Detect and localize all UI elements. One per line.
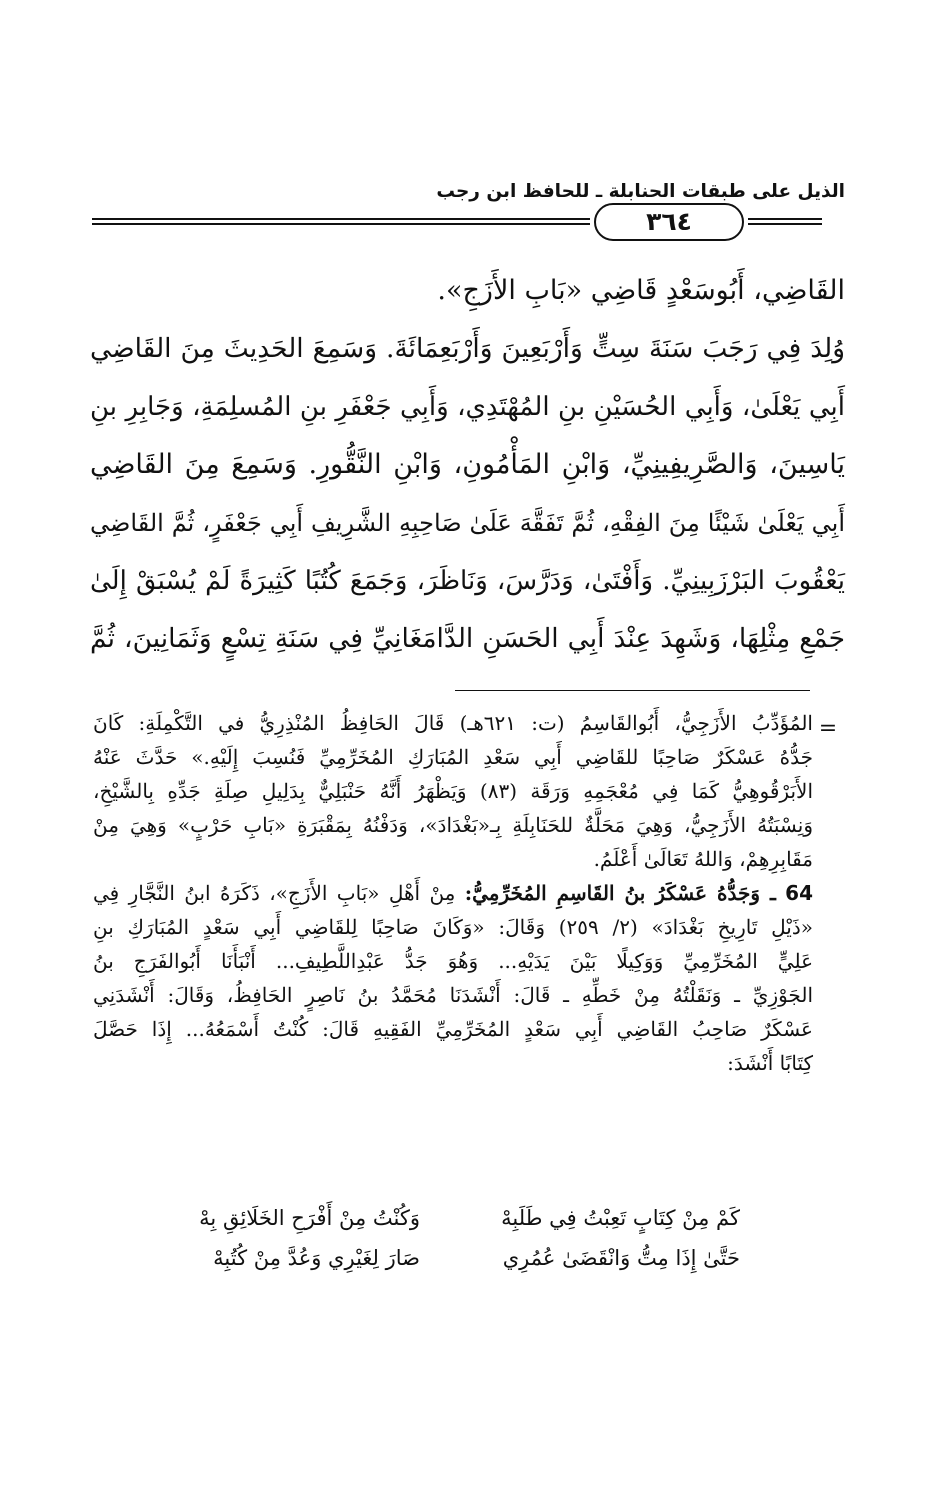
footnote-line-2: جَدُّهُ عَسْكَرٌ صَاحِبًا للقَاضِي أَبِي سَعْدِ المُبَارَكِ المُخَرِّمِيِّ فَنُسِبَ إِلَيْهِ.» حَدَّثَ عَنْهُ [93, 745, 813, 769]
footnote-line-1: المُؤَدِّبُ الأَزَجِيُّ، أَبُوالقَاسِمُ (ت: ٦٢١هـ) قَالَ الحَافِظُ المُنْذِرِيُّ في التَّكْمِلَةِ: كَانَ [93, 711, 813, 735]
footnote-entry-line-3: عَلِيٍّ المُخَرِّمِيِّ وَوَكِيلًا بَيْنَ يَدَيْهِ... وَهُوَ جَدُّ عَبْدِاللَّطِيفِ... أَنْبَأَنَا أَبُوالفَرَجِ بنُ [93, 949, 813, 973]
footnote-entry-line-5: عَسْكَرٌ صَاحِبُ القَاضِي أَبِي سَعْدٍ المُخَرِّمِيِّ الفَقِيهِ قَالَ: كُنْتُ أَسْمَعُهُ... إِذَا حَصَّلَ [93, 1017, 813, 1041]
main-line-2: وُلِدَ فِي رَجَبَ سَنَةَ سِتٍّ وَأَرْبَعِينَ وَأَرْبَعِمَائَةَ. وَسَمِعَ الحَدِيثَ مِنَ القَاضِي [90, 333, 845, 364]
footnote-line-3: الأَبَرْقُوهِيُّ كَمَا فِي مُعْجَمِهِ وَرَقَة (٨٣) وَيَظْهَرُ أَنَّهُ حَنْبَلِيٌّ بِدَلِيلِ صِلَةِ جَدِّهِ بِالشَّيْخِ، [93, 779, 813, 803]
poem-verse-2 [160, 1238, 740, 1278]
entry-first-line-rest: مِنْ أَهْلِ «بَابِ الأَزَجِ»، ذَكَرَهُ ابنُ النَّجَّارِ فِي [93, 881, 456, 905]
poem-verse-2-first-hemistich: حَتَّىٰ إِذَا مِتُّ وَانْقَضَىٰ عُمُرِي [502, 1246, 740, 1270]
poem-verse-1-first-hemistich: كَمْ مِنْ كِتَابٍ تَعِبْتُ فِي طَلَبِهْ [501, 1206, 740, 1230]
footnote-entry-first-line [93, 876, 813, 910]
main-line-6: يَعْقُوبَ البَرْزَبِينِيِّ. وَأَفْتَىٰ، وَدَرَّسَ، وَنَاظَرَ، وَجَمَعَ كُتُبًا كَثِيرَةً لَمْ يُسْبَقْ إِلَىٰ [90, 566, 845, 596]
footnote-line-4: وَنِسْبَتُهُ الأَزَجِيُّ، وَهِيَ مَحَلَّةٌ للحَنَابِلَةِ بِـ«بَغْدَادَ»، وَدَفْنُهُ بِمَقْبَرَةِ «بَابِ حَرْبٍ» وَهِيَ مِنْ [93, 813, 813, 837]
header-rule-right [748, 218, 822, 225]
main-text [90, 262, 845, 668]
entry-number: 64 [785, 881, 814, 905]
main-line-4: يَاسِينَ، وَالصَّرِيفِينِيِّ، وَابْنِ المَأْمُونِ، وَابْنِ النَّقُّورِ. وَسَمِعَ مِنَ القَاضِي [90, 449, 845, 480]
footnote-separator [455, 690, 810, 691]
main-line-3: أَبِي يَعْلَىٰ، وَأَبِي الحُسَيْنِ بنِ المُهْتَدِي، وَأَبِي جَعْفَرِ بنِ المُسلِمَةِ، وَجَابِرِ بنِ [90, 392, 845, 422]
running-title: الذيل على طبقات الحنابلة ـ للحافظ ابن رجب [436, 181, 845, 202]
footnotes [93, 706, 813, 1080]
main-line-5: أَبِي يَعْلَىٰ شَيْئًا مِنَ الفِقْهِ، ثُمَّ تَفَقَّهَ عَلَىٰ صَاحِبِهِ الشَّرِيفِ أَبِي جَعْفَرٍ، ثُمَّ القَاضِي [90, 509, 845, 537]
poem-verse-2-second-hemistich: صَارَ لِغَيْرِي وَعُدَّ مِنْ كُتُبِهْ [213, 1246, 420, 1270]
footnote-entry-line-2: «ذَيْلِ تَارِيخِ بَغْدَادَ» (٢/ ٢٥٩) وَقَالَ: «وَكَانَ صَاحِبًا لِلقَاضِي أَبِي سَعْدٍ المُبَارَكِ بنِ [93, 915, 813, 939]
header-rule-left [92, 218, 590, 225]
footnote-entry-line-4: الجَوْزِيِّ ـ وَنَقَلْتُهُ مِنْ خَطِّهِ ـ قَالَ: أَنْشَدَنَا مُحَمَّدُ بنُ نَاصِرٍ الحَافِظُ، وَقَالَ: أَنْشَدَنِي [93, 983, 813, 1007]
poem-verse-1-second-hemistich: وَكُنْتُ مِنْ أَفْرَحِ الخَلَائِقِ بِهْ [199, 1206, 420, 1230]
page-number: ٣٦٤ [594, 203, 744, 241]
footnote-continuation-mark: = [818, 716, 838, 741]
main-line-1: القَاضِي، أَبُوسَعْدٍ قَاضِي «بَابِ الأَزَجِ». [437, 275, 845, 306]
footnote-entry-line-6: كِتَابًا أَنْشَدَ: [727, 1051, 813, 1075]
poem-verse-1 [160, 1198, 740, 1238]
poem [160, 1198, 740, 1278]
entry-heading: ـ وَجَدُّهُ عَسْكَرُ بنُ القَاسِمِ المُخَرِّمِيُّ: [464, 881, 776, 905]
main-line-7: جَمْعِ مِثْلِهَا، وَشَهِدَ عِنْدَ أَبِي الحَسَنِ الدَّامَغَانِيِّ فِي سَنَةِ تِسْعٍ وَثَمَانِينَ، ثُمَّ [90, 623, 845, 654]
footnote-line-5: مَقَابِرِهِمْ، وَاللهُ تَعَالَىٰ أَعْلَمُ. [593, 847, 813, 871]
